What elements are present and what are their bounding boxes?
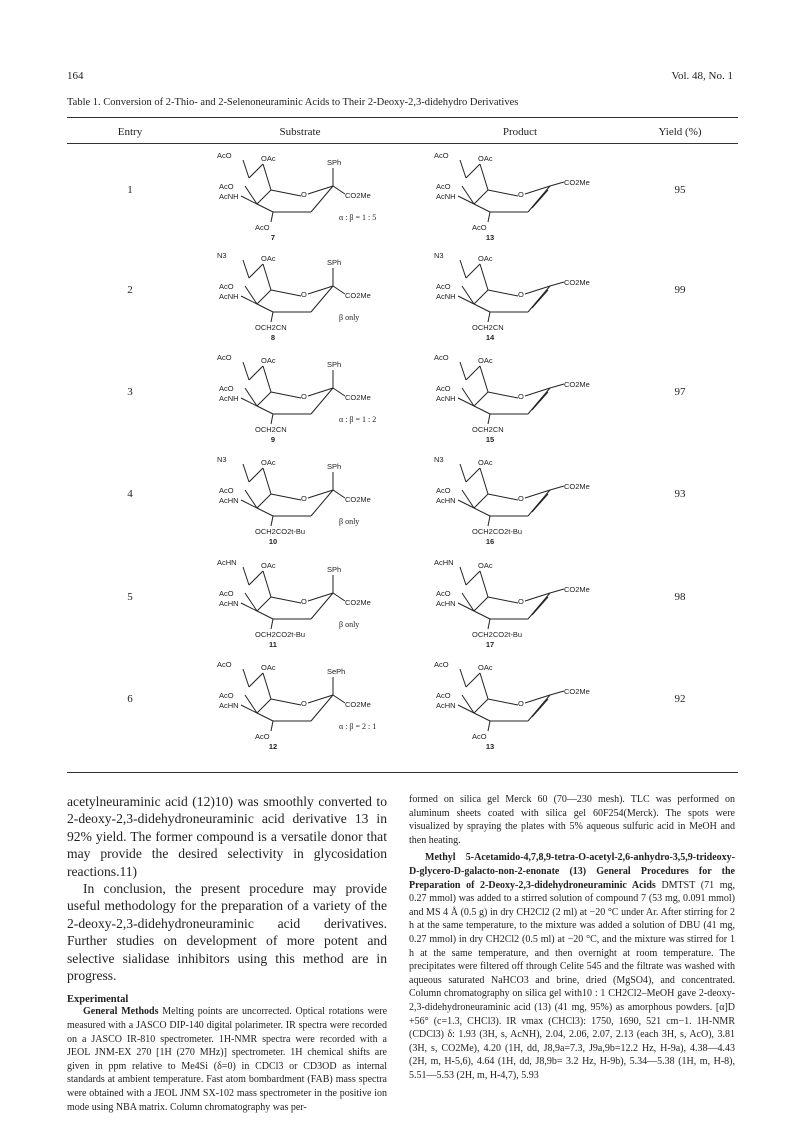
acetoxy-label: AcO [436, 282, 451, 291]
compound-number-label: 7 [270, 233, 276, 242]
methyl-ester-label: CO2Me [564, 380, 590, 389]
ester-bond [333, 286, 345, 294]
side-chain-bond [263, 366, 271, 392]
side-chain-bond [460, 160, 466, 178]
c4-substituent-label: AcO [255, 223, 270, 232]
acetoxy-label: AcO [219, 282, 234, 291]
side-chain-bond [249, 164, 263, 178]
acetoxy-label: OAc [261, 458, 276, 467]
acetoxy-label: OAc [261, 356, 276, 365]
table-caption: Table 1. Conversion of 2-Thio- and 2-Selenoneuraminic Acids to Their 2-Deoxy-2,3-didehydro Derivatives [67, 97, 519, 108]
product-structure [432, 452, 602, 544]
ester-bond [333, 186, 345, 194]
side-chain-substituent-label: AcO [434, 151, 449, 160]
acetoxy-label: OAc [478, 458, 493, 467]
ring-bond [488, 699, 518, 705]
ring-bond [271, 190, 301, 196]
ring-oxygen-label: O [518, 494, 524, 503]
ring-bond [271, 494, 301, 500]
product-structure [432, 148, 602, 240]
ester-bond [550, 384, 564, 388]
acetamido-label: AcNH [219, 192, 239, 201]
side-chain-substituent-label: AcO [217, 353, 232, 362]
acetoxy-label: OAc [478, 561, 493, 570]
c4-substituent-label: OCH2CO2t-Bu [255, 527, 306, 536]
ring-bond [488, 597, 518, 603]
paragraph-chromatography: formed on silica gel Merck 60 (70—230 mesh). TLC was performed on aluminum sheets coated with silica gel 60F254(Merck). The spots were visualized by spraying the plates with 5% aqueous sulfuric acid in MeOH and then heating. [409, 794, 735, 846]
acetamido-label: AcHN [436, 496, 456, 505]
ring-bond [474, 304, 490, 312]
ester-bond [550, 182, 564, 186]
acetoxy-label: AcO [219, 384, 234, 393]
methyl-ester-label: CO2Me [345, 291, 371, 300]
col-head-product: Product [502, 126, 538, 138]
ring-bond [474, 392, 488, 406]
methyl-ester-label: CO2Me [564, 178, 590, 187]
side-chain-bond [249, 673, 263, 687]
ring-bond [474, 494, 488, 508]
acetamido-label: AcNH [219, 394, 239, 403]
ring-bond [474, 406, 490, 414]
ring-bond [257, 290, 271, 304]
ring-oxygen-label: O [518, 290, 524, 299]
acetamido-label: AcHN [219, 496, 239, 505]
ester-bond [333, 593, 345, 601]
ring-bond [488, 290, 518, 296]
yield-value: 95 [674, 184, 686, 196]
c4-substituent-label: OCH2CO2t-Bu [255, 630, 306, 639]
side-chain-substituent-label: AcHN [217, 558, 237, 567]
thioglycoside-label: SPh [327, 565, 342, 574]
acetoxy-label: OAc [261, 663, 276, 672]
compound-number-label: 8 [270, 333, 276, 342]
side-chain-bond [480, 164, 488, 190]
methyl-ester-label: CO2Me [564, 585, 590, 594]
ring-substituent-bond [271, 414, 273, 424]
c4-substituent-label: OCH2CO2t-Bu [472, 630, 523, 639]
side-chain-bond [243, 464, 249, 482]
table-top-rule [67, 117, 738, 118]
ring-substituent-bond [271, 212, 273, 222]
acetamido-label: AcHN [219, 599, 239, 608]
c4-substituent-label: OCH2CN [255, 323, 287, 332]
ring-bond [474, 713, 490, 721]
acetoxy-label: AcO [436, 589, 451, 598]
right-column [409, 793, 735, 1082]
side-chain-substituent-label: AcO [434, 660, 449, 669]
side-chain-bond [460, 260, 466, 278]
side-chain-substituent-label: N3 [217, 251, 227, 260]
entry-number: 5 [127, 591, 133, 603]
ring-oxygen-label: O [518, 392, 524, 401]
acetoxy-label: OAc [478, 154, 493, 163]
product-structure [432, 657, 602, 749]
alkene-double-bond [532, 290, 548, 308]
ring-bond [271, 699, 301, 705]
side-chain-bond [480, 264, 488, 290]
ring-bond [257, 508, 273, 516]
compound-number-label: 15 [485, 435, 495, 444]
ring-substituent-bond [271, 516, 273, 526]
side-chain-bond [460, 669, 466, 687]
side-chain-bond [466, 264, 480, 278]
procedure-text: DMTST (71 mg, 0.27 mmol) was added to a stirred solution of compound 7 (53 mg, 0.091 mmol) and MS 4 Å (0.5 g) in dry CH2Cl2 (2 ml) at −20 °C under Ar. After stirring for 2 h at the same temperature, to the mixture was added a solution of DBU (41 mg, 0.27 mmol) in dry CH2Cl2 (0.5 ml) at −20 °C, and the mixture was stirred for 1 h at the same temperature, and then overnight at room temperature. The precipitates were filtered off through Celite 545 and the filtrate was washed with aqueous saturated NaHCO3 and brine, dried (MgSO4), and concentrated. Column chromatography on silica gel with10 : 1 CH2Cl2–MeOH gave 2-deoxy-2,3-didehydroneuraminic acid (13) (41 mg, 95%) as amorphous powders. [α]D +56° (c=1.3, CHCl3). IR νmax (CHCl3): 1750, 1690, 521 cm−1. 1H-NMR (CDCl3) δ: 1.93 (3H, s, AcNH), 2.04, 2.06, 2.07, 2.13 (each 3H, s, AcO), 3.81 (3H, s, CO2Me), 4.20 (1H, dd, J8,9a=7.3, J9a,9b=12.2 Hz, H-9a), 4.38—4.43 (2H, m, H-5,6), 4.64 (1H, dd, J8,9b= 3.2 Hz, H-9b), 5.34—5.38 (1H, m, H-8), 5.51—5.53 (2H, m, H-4,7), 5.93 [409, 879, 736, 1081]
ring-oxygen-label: O [301, 597, 307, 606]
ring-oxygen-label: O [301, 290, 307, 299]
side-chain-bond [460, 362, 466, 380]
substrate-structure [215, 452, 385, 544]
ring-bond [271, 392, 301, 398]
col-head-substrate: Substrate [279, 126, 321, 138]
side-chain-bond [249, 571, 263, 585]
acetoxy-label: OAc [478, 356, 493, 365]
product-structure [432, 555, 602, 647]
table-head-rule [67, 143, 738, 144]
yield-value: 92 [674, 693, 686, 705]
entry-number: 1 [127, 184, 133, 196]
anomeric-ratio-label: α : β = 2 : 1 [339, 722, 377, 731]
side-chain-bond [480, 468, 488, 494]
side-chain-bond [460, 567, 466, 585]
methyl-ester-label: CO2Me [345, 495, 371, 504]
ring-oxygen-label: O [518, 699, 524, 708]
ring-substituent-bond [488, 516, 490, 526]
ring-bond [271, 597, 301, 603]
methyl-ester-label: CO2Me [345, 700, 371, 709]
yield-value: 93 [674, 488, 686, 500]
ring-bond [257, 392, 271, 406]
ring-bond [474, 508, 490, 516]
acetoxy-label: AcO [436, 486, 451, 495]
entry-number: 6 [127, 693, 133, 705]
methyl-ester-label: CO2Me [564, 482, 590, 491]
side-chain-bond [243, 567, 249, 585]
acetoxy-label: OAc [261, 154, 276, 163]
ring-bond [488, 392, 518, 398]
ring-oxygen-label: O [301, 392, 307, 401]
side-chain-bond [466, 468, 480, 482]
side-chain-substituent-label: N3 [434, 251, 444, 260]
substrate-structure [215, 148, 385, 240]
side-chain-bond [243, 260, 249, 278]
product-structure [432, 248, 602, 340]
compound-number-label: 9 [270, 435, 276, 444]
methyl-ester-label: CO2Me [345, 598, 371, 607]
side-chain-bond [480, 571, 488, 597]
side-chain-substituent-label: AcHN [434, 558, 454, 567]
methyl-ester-label: CO2Me [564, 687, 590, 696]
ester-bond [333, 490, 345, 498]
c4-substituent-label: OCH2CN [255, 425, 287, 434]
side-chain-substituent-label: AcO [217, 660, 232, 669]
alkene-double-bond [532, 597, 548, 615]
acetamido-label: AcHN [436, 599, 456, 608]
ring-substituent-bond [271, 619, 273, 629]
side-chain-bond [243, 160, 249, 178]
methyl-ester-label: CO2Me [564, 278, 590, 287]
compound-number-label: 13 [485, 233, 495, 242]
page-number: 164 [67, 70, 84, 82]
general-methods-text: Melting points are uncorrected. Optical rotations were measured with a JASCO DIP-140 digital polarimeter. IR spectra were recorded on a JASCO IR-810 spectrometer. 1H-NMR spectra were recorded with a JEOL JNM-EX 270 [1H (270 MHz)] spectrometer. 1H chemical shifts are given in ppm relative to Me4Si (δ=0) in CDCl3 or CD3OD as internal standards at ambient temperature. Fast atom bombardment (FAB) mass spectra were obtained with a JEOL JNM SX-102 mass spectrometer in the positive ion mode using NBA matrix. Column chromatography was per- [67, 1006, 388, 1113]
acetoxy-label: OAc [478, 663, 493, 672]
ring-bond [474, 290, 488, 304]
paragraph-continuation: acetylneuraminic acid (12)10) was smoothly converted to 2-deoxy-2,3-didehydroneuraminic acid derivative 13 in 92% yield. The former compound is a versatile donor that may provide the desired selectivity in glycosidation reactions.11) [67, 794, 387, 879]
side-chain-substituent-label: N3 [217, 455, 227, 464]
ring-oxygen-label: O [301, 494, 307, 503]
side-chain-bond [466, 571, 480, 585]
ring-substituent-bond [271, 721, 273, 731]
alkene-double-bond [532, 699, 548, 717]
ring-bond [474, 699, 488, 713]
product-structure [432, 350, 602, 442]
side-chain-bond [243, 669, 249, 687]
side-chain-bond [263, 264, 271, 290]
paragraph-procedure [409, 851, 735, 1082]
compound-number-label: 14 [485, 333, 495, 342]
side-chain-bond [466, 673, 480, 687]
anomeric-ratio-label: α : β = 1 : 2 [339, 415, 377, 424]
ester-bond [550, 282, 564, 286]
anomeric-ratio-label: β only [339, 313, 360, 322]
ring-oxygen-label: O [301, 699, 307, 708]
yield-value: 97 [674, 386, 686, 398]
acetoxy-label: AcO [436, 691, 451, 700]
thioglycoside-label: SPh [327, 158, 342, 167]
acetoxy-label: AcO [219, 691, 234, 700]
acetoxy-label: AcO [219, 182, 234, 191]
alkene-double-bond [532, 190, 548, 208]
ring-substituent-bond [271, 312, 273, 322]
compound-number-label: 16 [485, 537, 495, 546]
thioglycoside-label: SePh [327, 667, 346, 676]
ester-bond [333, 388, 345, 396]
side-chain-bond [263, 468, 271, 494]
side-chain-bond [249, 468, 263, 482]
ring-bond [271, 290, 301, 296]
compound-number-label: 10 [268, 537, 278, 546]
thioglycoside-label: SPh [327, 258, 342, 267]
acetoxy-label: AcO [436, 182, 451, 191]
ring-substituent-bond [488, 312, 490, 322]
c4-substituent-label: AcO [472, 223, 487, 232]
alkene-double-bond [532, 494, 548, 512]
ring-oxygen-label: O [301, 190, 307, 199]
anomeric-ratio-label: α : β = 1 : 5 [339, 213, 377, 222]
acetamido-label: AcHN [219, 701, 239, 710]
compound-number-label: 17 [485, 640, 495, 649]
side-chain-bond [263, 164, 271, 190]
yield-value: 99 [674, 284, 686, 296]
ring-oxygen-label: O [518, 190, 524, 199]
alkene-double-bond [532, 392, 548, 410]
ring-bond [474, 190, 488, 204]
ring-substituent-bond [488, 721, 490, 731]
c4-substituent-label: AcO [472, 732, 487, 741]
yield-value: 98 [674, 591, 686, 603]
procedure-title: Methyl 5-Acetamido-4,7,8,9-tetra-O-acetyl-2,6-anhydro-3,5,9-trideoxy-D-glycero-D-galacto-non-2-enonate (13) General Procedures for the Preparation of 2-Deoxy-2,3-didehydroneuraminic Acids [409, 852, 735, 891]
c4-substituent-label: AcO [255, 732, 270, 741]
ring-substituent-bond [488, 619, 490, 629]
side-chain-substituent-label: AcO [217, 151, 232, 160]
ring-bond [474, 204, 490, 212]
ester-bond [333, 695, 345, 703]
col-head-entry: Entry [117, 126, 143, 138]
compound-number-label: 13 [485, 742, 495, 751]
ring-bond [257, 699, 271, 713]
acetoxy-label: OAc [261, 561, 276, 570]
ester-bond [550, 691, 564, 695]
ring-bond [257, 190, 271, 204]
side-chain-bond [466, 366, 480, 380]
side-chain-bond [249, 264, 263, 278]
ring-bond [257, 304, 273, 312]
entry-number: 4 [127, 488, 133, 500]
acetamido-label: AcNH [436, 192, 456, 201]
anomeric-ratio-label: β only [339, 517, 360, 526]
substrate-structure [215, 350, 385, 442]
acetamido-label: AcNH [219, 292, 239, 301]
ring-substituent-bond [488, 212, 490, 222]
c4-substituent-label: OCH2CO2t-Bu [472, 527, 523, 536]
side-chain-bond [480, 673, 488, 699]
compound-number-label: 11 [269, 640, 277, 649]
substrate-structure [215, 555, 385, 647]
compound-number-label: 12 [268, 742, 278, 751]
paragraph-conclusion: In conclusion, the present procedure may provide useful methodology for the preparation of a variety of the 2-deoxy-2,3-didehydroneuraminic acid derivatives. Further studies on development of more potent and selective sialidase inhibitors using this method are in progress. [67, 881, 387, 984]
acetamido-label: AcNH [436, 394, 456, 403]
side-chain-bond [249, 366, 263, 380]
journal-volume: Vol. 48, No. 1 [671, 70, 733, 82]
acetoxy-label: AcO [219, 589, 234, 598]
paragraph-general-methods [67, 1005, 387, 1114]
acetoxy-label: OAc [478, 254, 493, 263]
left-column [67, 793, 387, 1114]
thioglycoside-label: SPh [327, 360, 342, 369]
general-methods-title: General Methods [83, 1006, 159, 1018]
ester-bond [550, 589, 564, 593]
ester-bond [550, 486, 564, 490]
ring-bond [257, 494, 271, 508]
side-chain-bond [243, 362, 249, 380]
c4-substituent-label: OCH2CN [472, 425, 504, 434]
substrate-structure [215, 248, 385, 340]
ring-bond [488, 494, 518, 500]
ring-bond [488, 190, 518, 196]
entry-number: 3 [127, 386, 133, 398]
side-chain-substituent-label: N3 [434, 455, 444, 464]
side-chain-bond [263, 673, 271, 699]
ring-bond [257, 406, 273, 414]
ring-bond [257, 611, 273, 619]
ring-bond [257, 597, 271, 611]
entry-number: 2 [127, 284, 133, 296]
substrate-structure [215, 657, 385, 749]
side-chain-bond [480, 366, 488, 392]
side-chain-bond [460, 464, 466, 482]
ring-bond [474, 611, 490, 619]
col-head-yield: Yield (%) [658, 126, 702, 138]
acetamido-label: AcNH [436, 292, 456, 301]
table-bottom-rule [67, 772, 738, 773]
ring-bond [474, 597, 488, 611]
acetoxy-label: AcO [436, 384, 451, 393]
ring-oxygen-label: O [518, 597, 524, 606]
side-chain-bond [263, 571, 271, 597]
anomeric-ratio-label: β only [339, 620, 360, 629]
thioglycoside-label: SPh [327, 462, 342, 471]
acetamido-label: AcHN [436, 701, 456, 710]
ring-bond [257, 713, 273, 721]
methyl-ester-label: CO2Me [345, 191, 371, 200]
ring-bond [257, 204, 273, 212]
ring-substituent-bond [488, 414, 490, 424]
section-heading-experimental: Experimental [67, 994, 129, 1006]
side-chain-bond [466, 164, 480, 178]
acetoxy-label: OAc [261, 254, 276, 263]
side-chain-substituent-label: AcO [434, 353, 449, 362]
c4-substituent-label: OCH2CN [472, 323, 504, 332]
methyl-ester-label: CO2Me [345, 393, 371, 402]
acetoxy-label: AcO [219, 486, 234, 495]
